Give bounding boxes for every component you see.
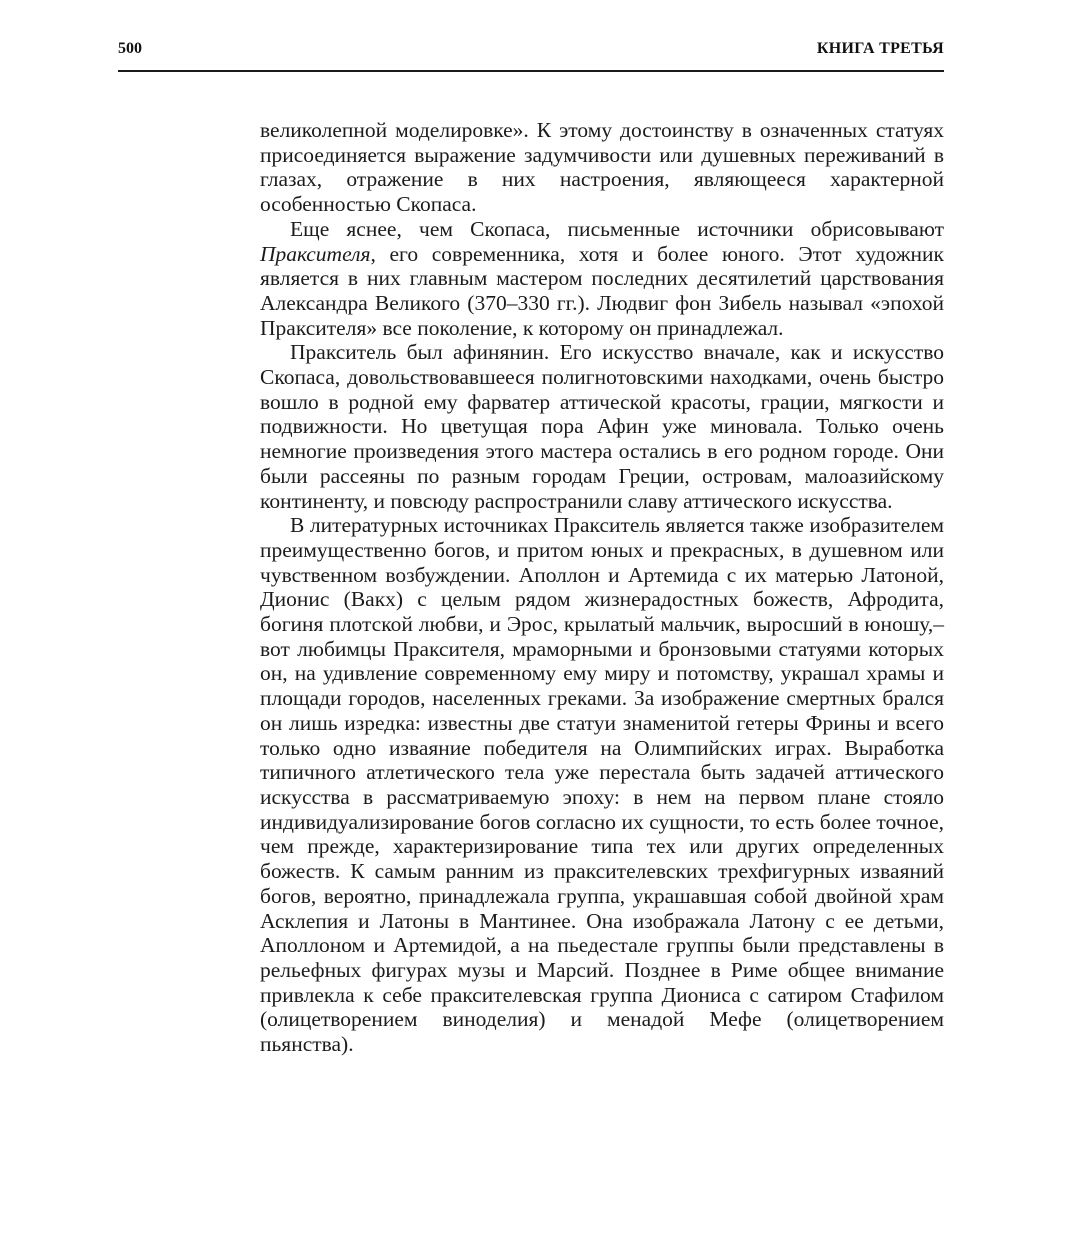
paragraph-2-italic-name: Праксителя <box>260 241 371 266</box>
page-header <box>118 40 944 62</box>
paragraph-1: великолепной моделировке». К этому достоинству в означенных статуях присоединяется выражение задумчивости или душевных переживаний в глазах, отражение в них настроения, являющееся характерной особенностью Скопаса. <box>260 118 944 217</box>
paragraph-3: Пракситель был афинянин. Его искусство вначале, как и искусство Скопаса, довольствовавшееся полигнотовскими находками, очень быстро вошло в родной ему фарватер аттической красоты, грации, мягкости и подвижности. Но цветущая пора Афин уже миновала. Только очень немногие произведения этого мастера остались в его родном городе. Они были рассеяны по разным городам Греции, островам, малоазийскому континенту, и повсюду распространили славу аттического искусства. <box>260 340 944 513</box>
body-text <box>260 118 944 1057</box>
paragraph-2-start: Еще яснее, чем Скопаса, письменные источники обрисовывают <box>290 216 944 241</box>
paragraph-2 <box>260 217 944 341</box>
page-number: 500 <box>118 40 142 57</box>
running-title: КНИГА ТРЕТЬЯ <box>816 40 944 57</box>
paragraph-2-end: , его современника, хотя и более юного. Этот художник является в них главным мастером последних десятилетий царствования Александра Великого (370–330 гг.). Людвиг фон Зибель называл «эпохой Праксителя» все поколение, к которому он принадлежал. <box>260 241 944 340</box>
paragraph-4: В литературных источниках Пракситель является также изобразителем преимущественно богов, и притом юных и прекрасных, в душевном или чувственном возбуждении. Аполлон и Артемида с их матерью Латоной, Дионис (Вакх) с целым рядом жизнерадостных божеств, Афродита, богиня плотской любви, и Эрос, крылатый мальчик, выросший в юношу,– вот любимцы Праксителя, мраморными и бронзовыми статуями которых он, на удивление современному ему миру и потомству, украшал храмы и площади городов, населенных греками. За изображение смертных брался он лишь изредка: известны две статуи знаменитой гетеры Фрины и всего только одно изваяние победителя на Олимпийских играх. Выработка типичного атлетического тела уже перестала быть задачей аттического искусства в рассматриваемую эпоху: в нем на первом плане стояло индивидуализирование богов согласно их сущности, то есть более точное, чем прежде, характеризирование типа тех или других определенных божеств. К самым ранним из праксителевских трехфигурных изваяний богов, вероятно, принадлежала группа, украшавшая собой двойной храм Асклепия и Латоны в Мантинее. Она изображала Латону с ее детьми, Аполлоном и Артемидой, а на пьедестале группы были представлены в рельефных фигурах музы и Марсий. Позднее в Риме общее внимание привлекла к себе праксителевская группа Диониса с сатиром Стафилом (олицетворением виноделия) и менадой Мефе (олицетворением пьянства). <box>260 513 944 1057</box>
header-rule <box>118 70 944 72</box>
